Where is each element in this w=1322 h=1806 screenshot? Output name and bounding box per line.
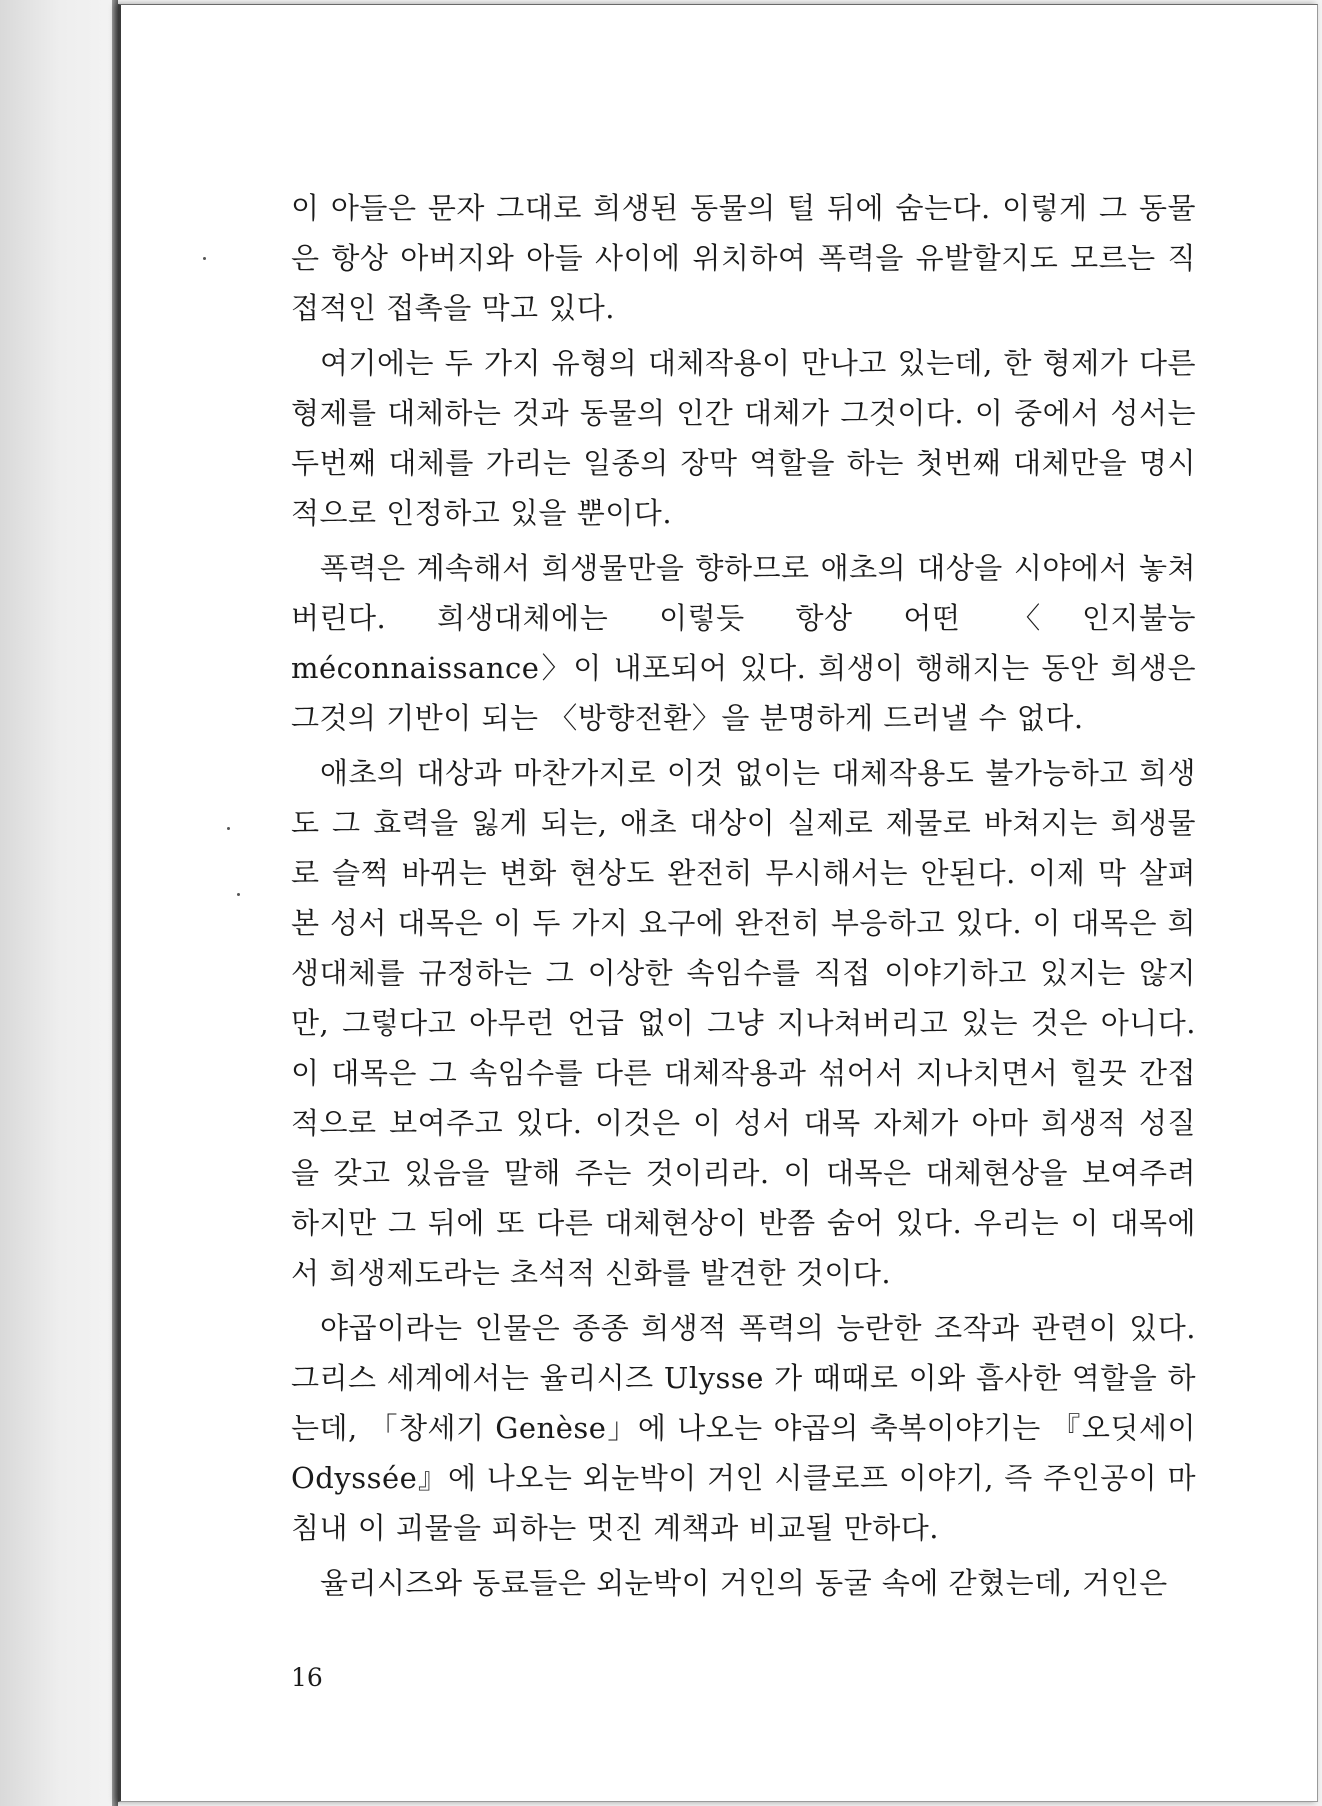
paragraph: 야곱이라는 인물은 종종 희생적 폭력의 능란한 조작과 관련이 있다. 그리스 세계에서는 율리시즈 Ulysse 가 때때로 이와 흡사한 역할을 하는데, 「창세기 Genèse」에 나오는 야곱의 축복이야기는 『오딧세이 Odyssée』에 나오는 외눈박이 거인 시클로프 이야기, 즉 주인공이 마침내 이 괴물을 피하는 멋진 계책과 비교될 만하다.: [291, 1311, 1196, 1545]
paragraph: 폭력은 계속해서 희생물만을 향하므로 애초의 대상을 시야에서 놓쳐버린다. 희생대체에는 이렇듯 항상 어떤 〈인지불능 méconnaissance〉이 내포되어 있다. 희생이 행해지는 동안 희생은 그것의 기반이 되는 〈방향전환〉을 분명하게 드러낼 수 없다.: [291, 551, 1196, 735]
scan-speck: [203, 257, 206, 260]
page-number: 16: [291, 1663, 323, 1692]
scan-speck: [237, 893, 240, 896]
scan-speck: [227, 827, 230, 830]
paragraph: 애초의 대상과 마찬가지로 이것 없이는 대체작용도 불가능하고 희생도 그 효력을 잃게 되는, 애초 대상이 실제로 제물로 바쳐지는 희생물로 슬쩍 바뀌는 변화 현상도 완전히 무시해서는 안된다. 이제 막 살펴본 성서 대목은 이 두 가지 요구에 완전히 부응하고 있다. 이 대목은 희생대체를 규정하는 그 이상한 속임수를 직접 이야기하고 있지는 않지만, 그렇다고 아무런 언급 없이 그냥 지나쳐버리고 있는 것은 아니다. 이 대목은 그 속임수를 다른 대체작용과 섞어서 지나치면서 힐끗 간접적으로 보여주고 있다. 이것은 이 성서 대목 자체가 아마 희생적 성질을 갖고 있음을 말해 주는 것이리라. 이 대목은 대체현상을 보여주려 하지만 그 뒤에 또 다른 대체현상이 반쯤 숨어 있다. 우리는 이 대목에서 희생제도라는 초석적 신화를 발견한 것이다.: [291, 756, 1196, 1290]
book-page: [118, 4, 1318, 1802]
paragraph: 이 아들은 문자 그대로 희생된 동물의 털 뒤에 숨는다. 이렇게 그 동물은 항상 아버지와 아들 사이에 위치하여 폭력을 유발할지도 모르는 직접적인 접촉을 막고 있다.: [291, 191, 1196, 325]
paragraph: 율리시즈와 동료들은 외눈박이 거인의 동굴 속에 갇혔는데, 거인은: [320, 1566, 1168, 1600]
paragraph: 여기에는 두 가지 유형의 대체작용이 만나고 있는데, 한 형제가 다른 형제를 대체하는 것과 동물의 인간 대체가 그것이다. 이 중에서 성서는 두번째 대체를 가리는 일종의 장막 역할을 하는 첫번째 대체만을 명시적으로 인정하고 있을 뿐이다.: [291, 346, 1196, 530]
body-text: [291, 183, 1196, 1613]
